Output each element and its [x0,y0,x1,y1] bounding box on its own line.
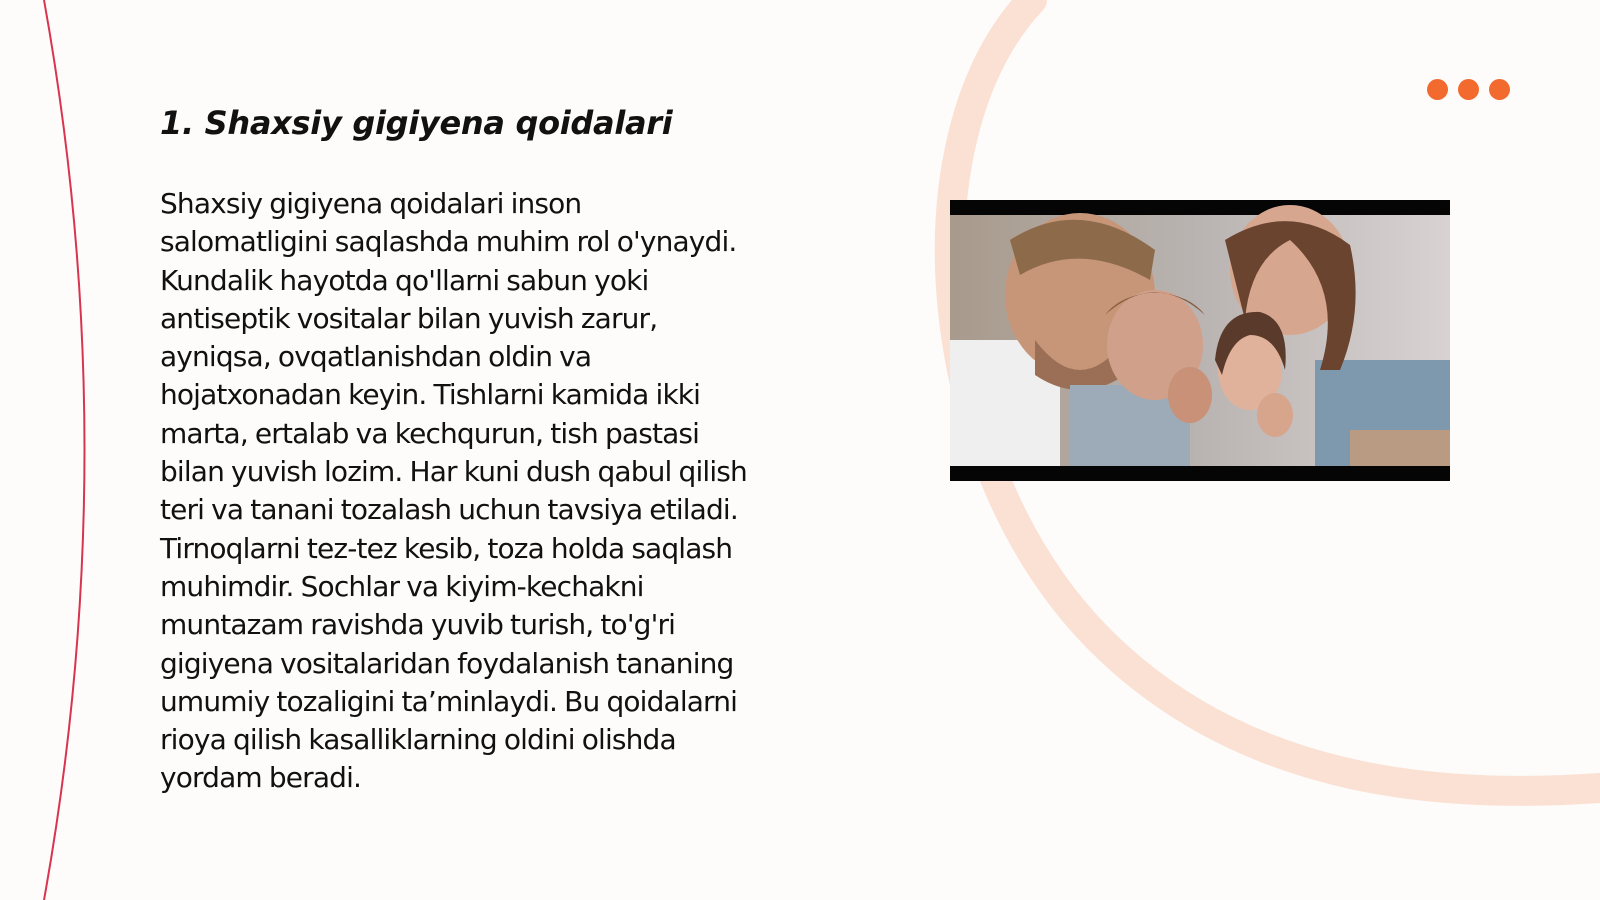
slide-title: 1. Shaxsiy gigiyena qoidalari [160,104,673,142]
dot-icon [1458,79,1479,100]
dot-icon [1427,79,1448,100]
left-red-curve [44,0,85,900]
family-praying-photo [950,200,1450,481]
slide-body-text: Shaxsiy gigiyena qoidalari inson salomatligini saqlashda muhim rol o'ynaydi. Kundalik hayotda qo'llarni sabun yoki antiseptik vositalar bilan yuvish zarur, ayniqsa, ovqatlanishdan oldin va hojatxonadan keyin. Tishlarni kamida ikki marta, ertalab va kechqurun, tish pastasi bilan yuvish lozim. Har kuni dush qabul qilish teri va tanani tozalash uchun tavsiya etiladi. Tirnoqlarni tez-tez kesib, toza holda saqlash muhimdir. Sochlar va kiyim-kechakni muntazam ravishda yuvib turish, to'g'ri gigiyena vositalaridan foydalanish tananing umumiy tozaligini ta’minlaydi. Bu qoidalarni rioya qilish kasalliklarning oldini olishda yordam beradi. [160,187,747,795]
dot-icon [1489,79,1510,100]
menu-dots [1427,79,1510,100]
